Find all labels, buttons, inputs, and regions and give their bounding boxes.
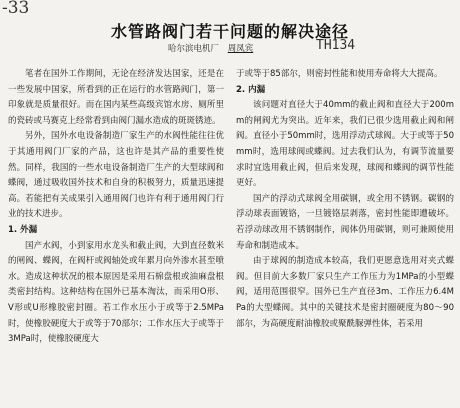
article-title: 水管路阀门若干问题的解决途径 [110, 21, 349, 41]
section-heading-internal-leak: 2. 内漏 [236, 84, 266, 95]
margin-note: -33 [2, 0, 30, 18]
paragraph: 国产的浮动式球阀全用碳钢，或全用不锈钢。碳钢的浮动球表面镀铬，一旦镀铬层剥落，密封性能即遭破坏。若浮动球改用不锈钢制作，阀体仍用碳钢，则可兼顾使用寿命和制造成本。 [236, 193, 454, 251]
author-name: 周凤宾 [227, 44, 254, 54]
classification-code: TH134 [316, 38, 356, 53]
right-column [236, 67, 454, 332]
left-column [8, 67, 224, 348]
paragraph: 另外，国外水电设备制造厂家生产的水阀性能往往优于其通用阀门厂家的产品，这也许是其产品的重要性使然。同样，我国的一些水电设备制造厂生产的大型球阀和蝶阀，通过吸收国外技术和自身的积极努力，质量迅速提高。若能把有关成果引入通用阀门也许有利于通用阀门行业的技术进步。 [8, 131, 224, 220]
paragraph: 于或等于85部尔，则密封性能和使用寿命将大大提高。 [236, 69, 443, 79]
paragraph: 笔者在国外工作期间，无论在经济发达国家，还是在一些发展中国家，所看到的正在运行的水管路阀门，第一印象就是质量很好。而在国内某些高级宾馆水房、厕所里的瓷砖或马赛克上经常看到由阀门漏水造成的斑斑锈迹。 [8, 69, 224, 126]
section-heading-external-leak: 1. 外漏 [8, 224, 38, 235]
byline [168, 42, 253, 54]
paragraph: 国产水阀，小到家用水龙头和截止阀，大到直径数米的闸阀、蝶阀，在阀杆或阀轴处或年累月向外渗水甚至喷水。造成这种状况的根本原因是采用石棉盘根或油麻盘根类密封结构。这种结构在国外已基本淘汰，而采用O形、V形或U形橡胶密封圈。若工作水压小于或等于2.5MPa时，使橡胶硬度大于或等于70部尔；工作水压大于或等于3MPa时，使橡胶硬度大 [8, 240, 224, 345]
author-affiliation: 哈尔滨电机厂 [168, 44, 220, 54]
paragraph: 由于球阀的制造成本较高，我们更愿意选用对夹式蝶阀。但目前大多数厂家只生产工作压力为1MPa的小型蝶阀，适用范围很窄。国外已生产直径3m、工作压力6.4MPa的大型蝶阀。其中的关键技术是密封圈硬度为80～90部尔，为高硬度耐油橡胶或聚酰脲弹性体，若采用 [236, 256, 454, 329]
paragraph: 该问题对直径大于40mm的截止阀和直径大于200mm的闸阀尤为突出。近年来，我们已很少选用截止阀和闸阀。直径小于50mm时，选用浮动式球阀。大于或等于50mm时，选用球阀或蝶阀。过去我们认为，有调节流量要求时宜选用截止阀，但后来发现，球阀和蝶阀的调节性能更好。 [236, 100, 454, 189]
